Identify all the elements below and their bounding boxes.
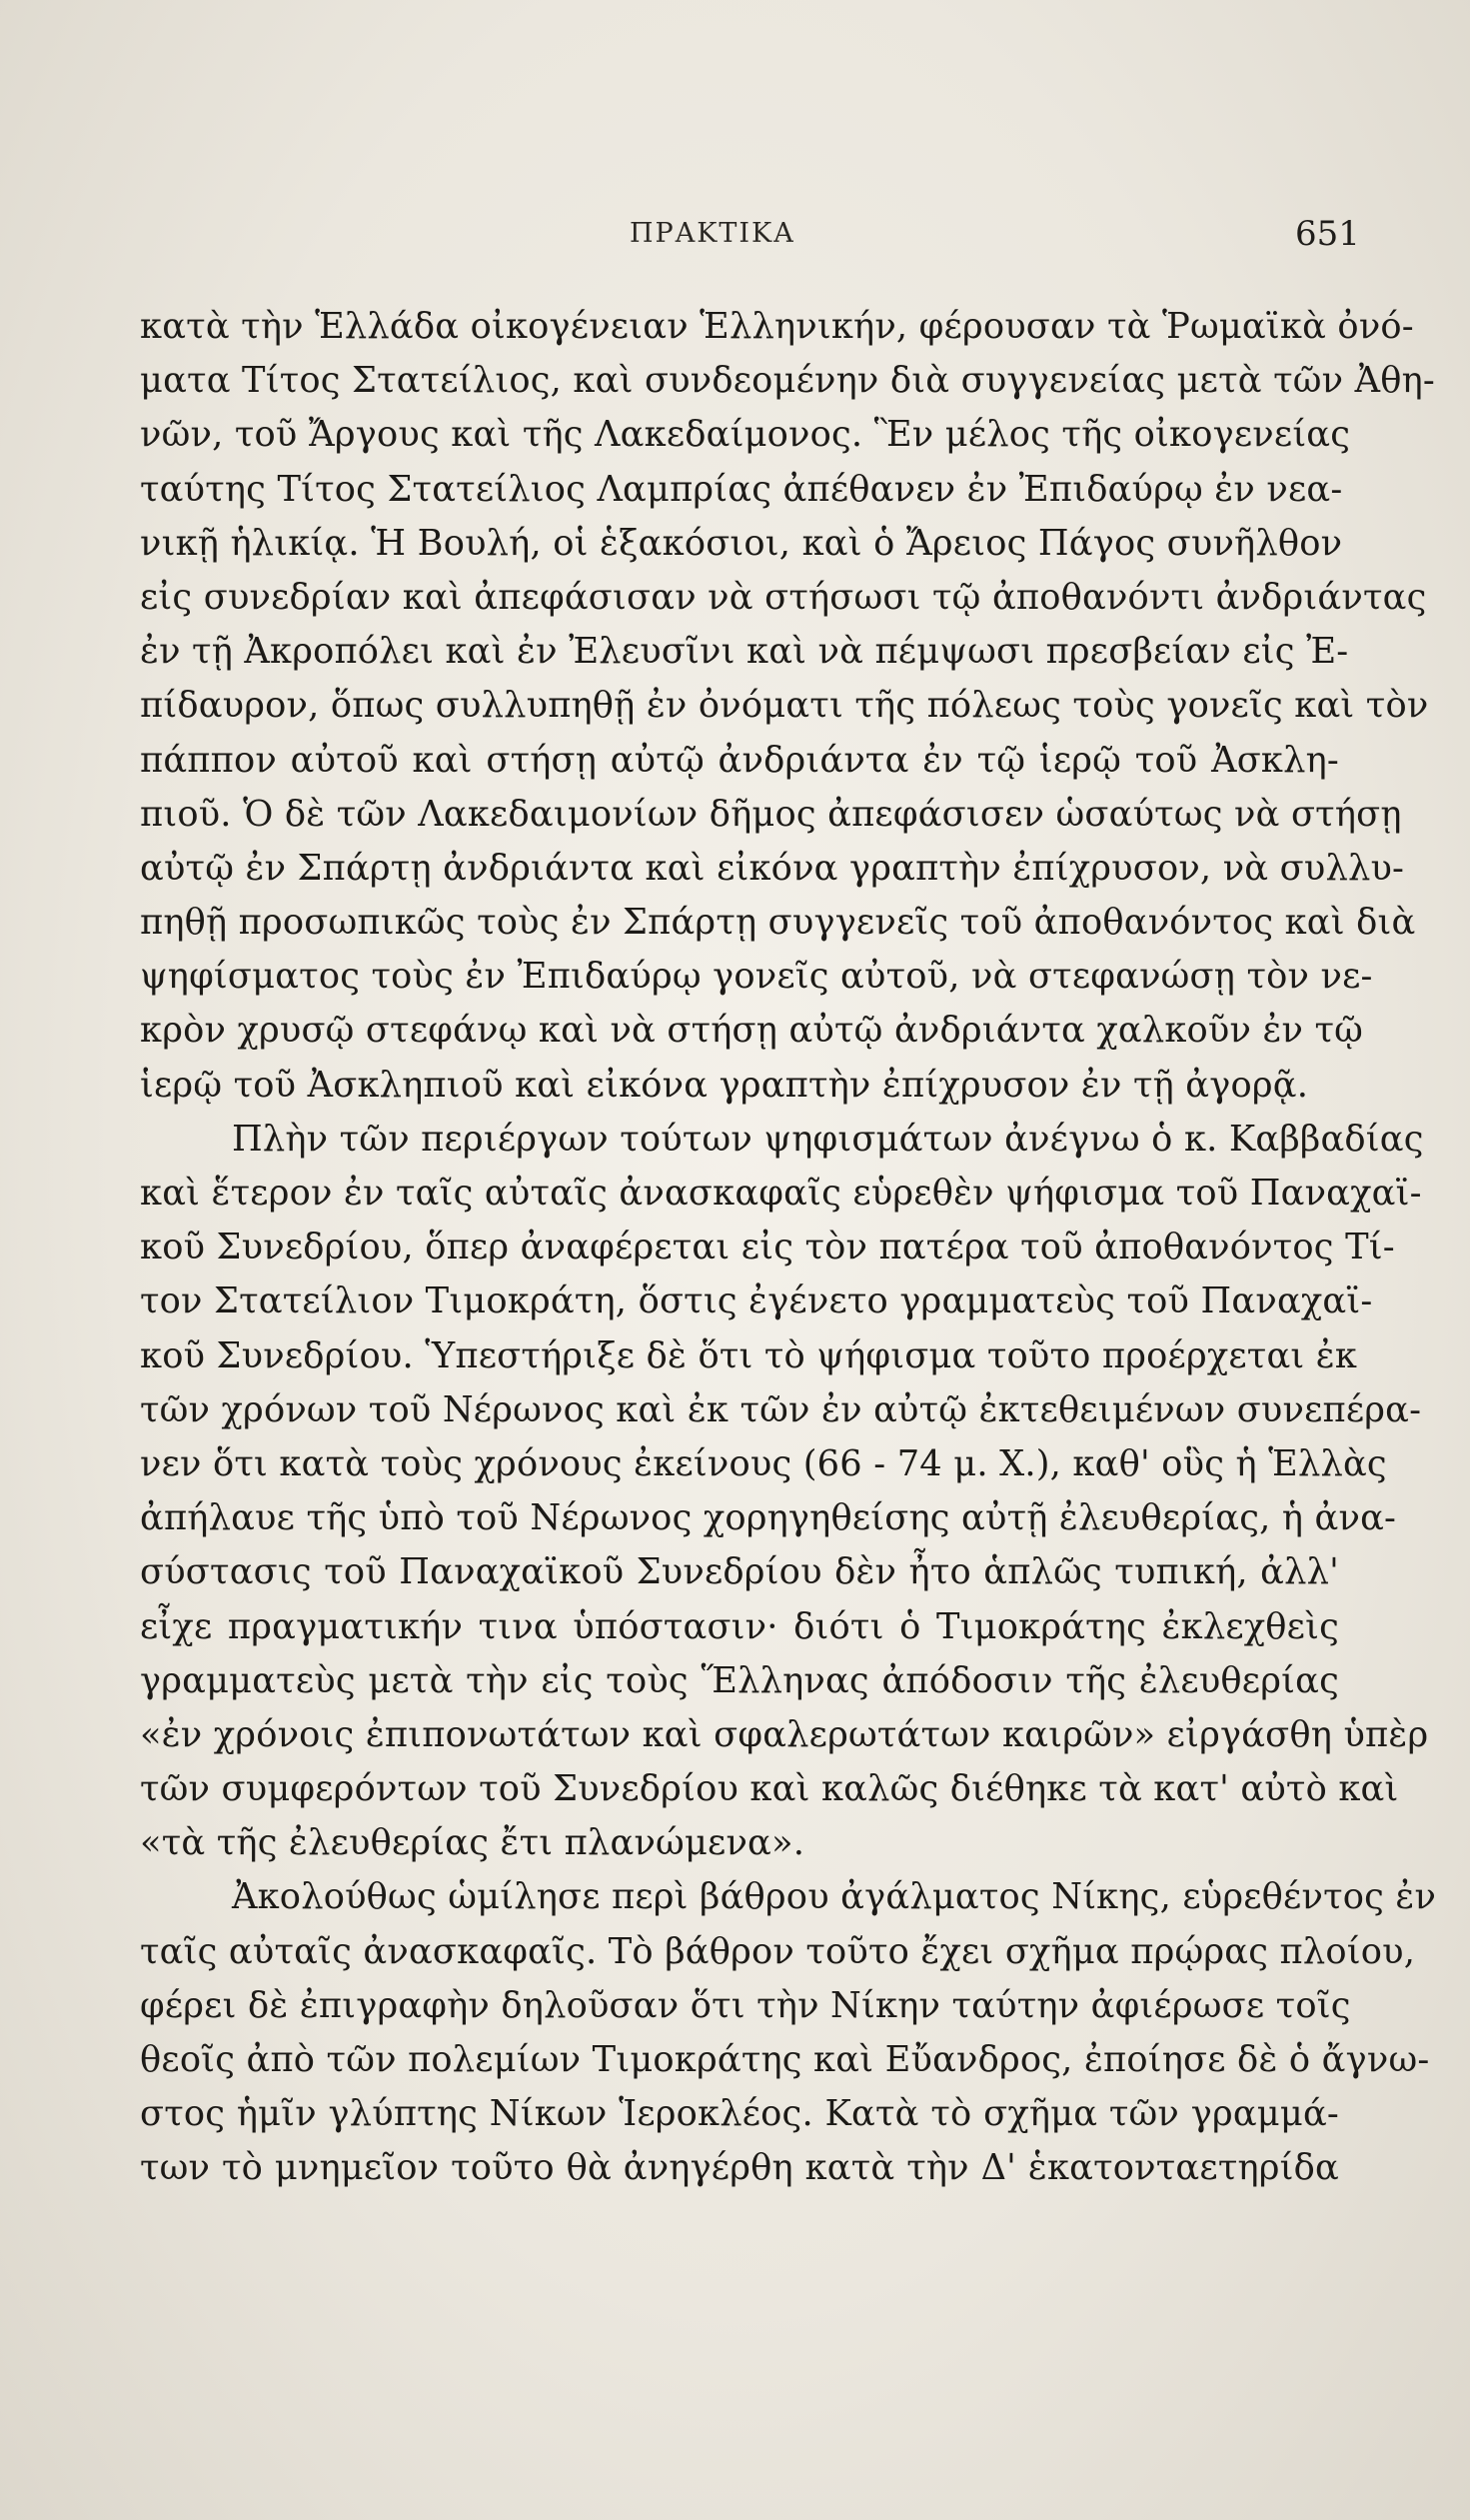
text-line: κατὰ τὴν Ἑλλάδα οἰκογένειαν Ἑλληνικήν, φέρουσαν τὰ Ῥωμαϊκὰ ὀνό- [140,306,1414,347]
text-line: σύστασις τοῦ Παναχαϊκοῦ Συνεδρίου δὲν ἦτο ἁπλῶς τυπική, ἀλλ' [140,1551,1339,1593]
text-line: εἰς συνεδρίαν καὶ ἀπεφάσισαν νὰ στήσωσι τῷ ἀποθανόντι ἀνδριάντας [140,576,1427,618]
text-line: γραμματεὺς μετὰ τὴν εἰς τοὺς Ἕλληνας ἀπόδοσιν τῆς ἐλευθερίας [140,1659,1339,1701]
text-line: πάππον αὐτοῦ καὶ στήσῃ αὐτῷ ἀνδριάντα ἐν τῷ ἱερῷ τοῦ Ἀσκλη- [140,739,1339,781]
text-line: στος ἡμῖν γλύπτης Νίκων Ἱεροκλέος. Κατὰ τὸ σχῆμα τῶν γραμμά- [140,2093,1339,2135]
text-line: κρὸν χρυσῷ στεφάνῳ καὶ νὰ στήσῃ αὐτῷ ἀνδριάντα χαλκοῦν ἐν τῷ [140,1010,1364,1052]
text-line: ταύτης Τίτος Στατείλιος Λαμπρίας ἀπέθανεν ἐν Ἐπιδαύρῳ ἐν νεα- [140,468,1343,510]
body-text [140,300,1437,2196]
text-line: αὐτῷ ἐν Σπάρτῃ ἀνδριάντα καὶ εἰκόνα γραπτὴν ἐπίχρυσον, νὰ συλλυ- [140,847,1405,889]
text-line: κοῦ Συνεδρίου, ὅπερ ἀναφέρεται εἰς τὸν πατέρα τοῦ ἀποθανόντος Τί- [140,1227,1395,1268]
text-line: «ἐν χρόνοις ἐπιπονωτάτων καὶ σφαλερωτάτων καιρῶν» εἰργάσθη ὑπὲρ [140,1713,1429,1755]
text-line: ἱερῷ τοῦ Ἀσκληπιοῦ καὶ εἰκόνα γραπτὴν ἐπίχρυσον ἐν τῇ ἀγορᾷ. [140,1064,1309,1106]
text-line: φέρει δὲ ἐπιγραφὴν δηλοῦσαν ὅτι τὴν Νίκην ταύτην ἀφιέρωσε τοῖς [140,1984,1351,2026]
page-number: 651 [1295,214,1360,254]
text-line: ψηφίσματος τοὺς ἐν Ἐπιδαύρῳ γονεῖς αὐτοῦ, νὰ στεφανώσῃ τὸν νε- [140,956,1373,998]
text-line: πίδαυρον, ὅπως συλλυπηθῇ ἐν ὀνόματι τῆς πόλεως τοὺς γονεῖς καὶ τὸν [140,685,1429,727]
text-line: τῶν χρόνων τοῦ Νέρωνος καὶ ἐκ τῶν ἐν αὐτῷ ἐκτεθειμένων συνεπέρα- [140,1388,1422,1430]
text-line: ἐν τῇ Ἀκροπόλει καὶ ἐν Ἐλευσῖνι καὶ νὰ πέμψωσι πρεσβείαν εἰς Ἐ- [140,631,1349,673]
text-line: τῶν συμφερόντων τοῦ Συνεδρίου καὶ καλῶς διέθηκε τὰ κατ' αὐτὸ καὶ [140,1768,1399,1810]
text-line: καὶ ἕτερον ἐν ταῖς αὐταῖς ἀνασκαφαῖς εὑρεθὲν ψήφισμα τοῦ Παναχαϊ- [140,1173,1422,1214]
text-line: θεοῖς ἀπὸ τῶν πολεμίων Τιμοκράτης καὶ Εὔανδρος, ἐποίησε δὲ ὁ ἄγνω- [140,2039,1430,2080]
text-line: ταῖς αὐταῖς ἀνασκαφαῖς. Τὸ βάθρον τοῦτο ἔχει σχῆμα πρῴρας πλοίου, [140,1930,1416,1972]
text-line: εἶχε πραγματικήν τινα ὑπόστασιν· διότι ὁ Τιμοκράτης ἐκλεχθεὶς [140,1605,1339,1647]
text-line: ματα Τίτος Στατείλιος, καὶ συνδεομένην διὰ συγγενείας μετὰ τῶν Ἀθη- [140,360,1436,402]
text-line: πηθῇ προσωπικῶς τοὺς ἐν Σπάρτῃ συγγενεῖς τοῦ ἀποθανόντος καὶ διὰ [140,902,1416,944]
running-head [0,214,1470,258]
text-line: τον Στατείλιον Τιμοκράτη, ὅστις ἐγένετο γραμματεὺς τοῦ Παναχαϊ- [140,1280,1373,1322]
text-line: νῶν, τοῦ Ἄργους καὶ τῆς Λακεδαίμονος. Ἓν μέλος τῆς οἰκογενείας [140,414,1351,456]
text-line: νικῇ ἡλικίᾳ. Ἡ Βουλή, οἱ ἑξακόσιοι, καὶ ὁ Ἄρειος Πάγος συνῆλθον [140,522,1343,564]
text-line: ἀπήλαυε τῆς ὑπὸ τοῦ Νέρωνος χορηγηθείσης αὐτῇ ἐλευθερίας, ἡ ἀνα- [140,1497,1397,1539]
text-line: των τὸ μνημεῖον τοῦτο θὰ ἀνηγέρθη κατὰ τὴν Δ' ἑκατονταετηρίδα [140,2147,1339,2189]
text-line: νεν ὅτι κατὰ τοὺς χρόνους ἐκείνους (66 - 74 μ. Χ.), καθ' οὓς ἡ Ἑλλὰς [140,1442,1387,1484]
text-line: πιοῦ. Ὁ δὲ τῶν Λακεδαιμονίων δῆμος ἀπεφάσισεν ὡσαύτως νὰ στήσῃ [140,793,1402,835]
text-line: Ἀκολούθως ὡμίλησε περὶ βάθρου ἀγάλματος Νίκης, εὑρεθέντος ἐν [232,1876,1437,1918]
text-line: «τὰ τῆς ἐλευθερίας ἔτι πλανώμενα». [140,1822,805,1864]
running-title: ΠΡΑΚΤΙΚΑ [630,218,795,249]
text-line: κοῦ Συνεδρίου. Ὑπεστήριξε δὲ ὅτι τὸ ψήφισμα τοῦτο προέρχεται ἐκ [140,1334,1358,1376]
text-line: Πλὴν τῶν περιέργων τούτων ψηφισμάτων ἀνέγνω ὁ κ. Καββαδίας [232,1118,1424,1160]
